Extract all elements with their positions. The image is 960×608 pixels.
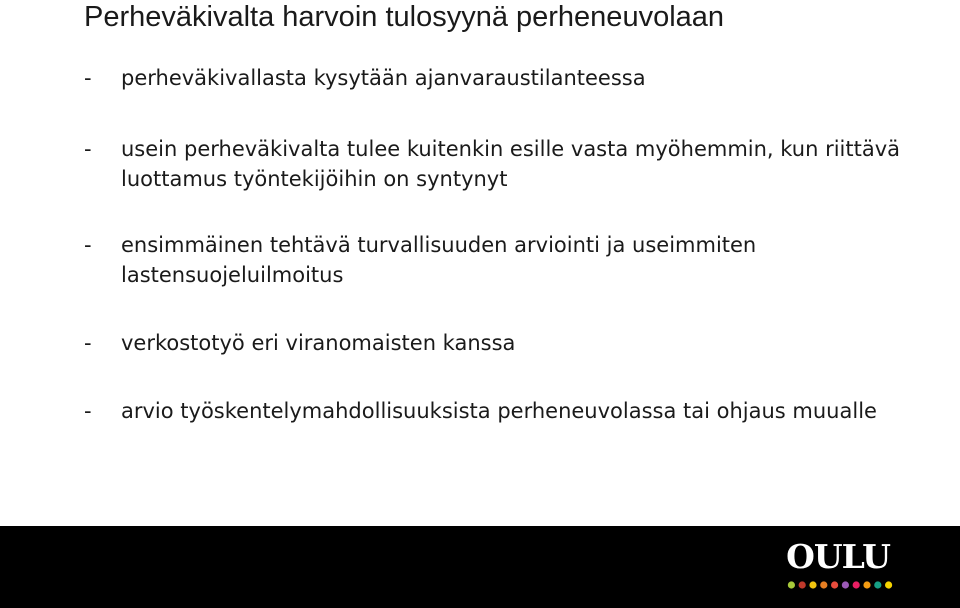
bullet-marker: - [84,233,92,257]
slide-title: Perheväkivalta harvoin tulosyynä perheneuvolaan [84,1,725,33]
logo-dots-icon [786,580,894,590]
bullet-item [84,230,944,290]
bullet-marker: - [84,66,92,90]
logo-dot [831,581,838,588]
bullet-text: arvio työskentelymahdollisuuksista perheneuvolassa tai ohjaus muualle [121,399,877,423]
bullet-marker: - [84,137,92,161]
logo-wordmark: OULU [786,537,890,576]
logo-dot [874,581,881,588]
bullet-marker: - [84,399,92,423]
logo-dot [853,581,860,588]
logo-dot [809,581,816,588]
logo-dot [788,581,795,588]
logo-dot [842,581,849,588]
logo-dot [820,581,827,588]
bullet-item [84,328,944,358]
logo-dot [799,581,806,588]
bullet-text: verkostotyö eri viranomaisten kanssa [121,331,516,355]
bullet-item [84,134,944,194]
bullet-text: usein perheväkivalta tulee kuitenkin esille vasta myöhemmin, kun riittävä luottamus työntekijöihin on syntynyt [121,137,901,191]
bullet-marker: - [84,331,92,355]
bullet-text: perheväkivallasta kysytään ajanvaraustilanteessa [121,66,646,90]
bullet-text: ensimmäinen tehtävä turvallisuuden arviointi ja useimmiten lastensuojeluilmoitus [121,233,757,287]
logo-dot [863,581,870,588]
bullet-item [84,63,944,93]
bullet-item [84,396,944,426]
logo-dot [885,581,892,588]
oulu-logo [782,538,894,598]
